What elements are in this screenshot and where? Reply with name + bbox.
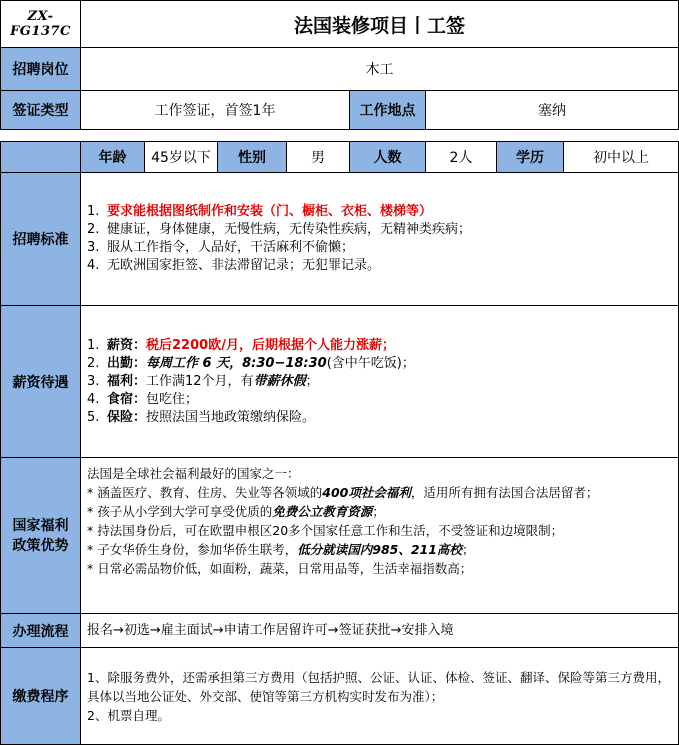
- salary-item: 2. 出勤： 每周工作 6 天，8:30−18:30 (含中午吃饭)；: [87, 355, 415, 371]
- education-value: 初中以上: [563, 141, 679, 173]
- welfare-item: * 持法国身份后，可在欧盟申根区20多个国家任意工作和生活，不受签证和边境限制；: [87, 523, 564, 538]
- project-code: ZX-FG137C: [0, 0, 81, 48]
- visa-type-value: 工作签证，首签1年: [80, 90, 350, 130]
- salary-item: 3. 福利： 工作满12个月，有 带薪休假 ；: [87, 373, 319, 389]
- salary-item: 1. 薪资： 税后2200欧/月，后期根据个人能力涨薪；: [87, 337, 395, 353]
- education-label: 学历: [496, 141, 564, 173]
- standard-item: 1. 要求能根据图纸制作和安装（门、橱柜、衣柜、楼梯等）: [87, 204, 433, 219]
- welfare-intro: 法国是全球社会福利最好的国家之一：: [87, 466, 300, 481]
- page-title: 法国装修项目丨工签: [80, 0, 679, 48]
- visa-type-label: 签证类型: [0, 90, 81, 130]
- process-label: 办理流程: [0, 613, 81, 648]
- welfare-item: * 子女华侨生身份，参加华侨生联考，低分就读国内985、211高校；: [87, 542, 475, 557]
- welfare-label: 国家福利政策优势: [0, 457, 81, 614]
- welfare-item: * 日常必需品物价低，如面粉，蔬菜，日常用品等，生活幸福指数高；: [87, 561, 473, 576]
- welfare-item: * 孩子从小学到大学可享受优质的免费公立教育资源；: [87, 504, 385, 519]
- age-value: 45岁以下: [144, 141, 218, 173]
- welfare-item: * 涵盖医疗、教育、住房、失业等各领域的400项社会福利，适用所有拥有法国合法居留者；: [87, 485, 599, 500]
- work-location-value: 塞纳: [425, 90, 679, 130]
- age-label: 年龄: [80, 141, 145, 173]
- fees-line: 1、除服务费外，还需承担第三方费用（包括护照、公证、认证、体检、签证、翻译、保险等第三方费用，具体以当地公证处、外交部、使馆等第三方机构实时发布为准）；: [87, 669, 670, 704]
- gender-value: 男: [286, 141, 350, 173]
- standard-item: 2. 健康证，身体健康，无慢性病，无传染性疾病，无精神类疾病；: [87, 222, 472, 237]
- standards-content: [80, 172, 679, 306]
- salary-label: 薪资待遇: [0, 305, 81, 458]
- process-value: 报名→初选→雇主面试→申请工作居留许可→签证获批→安排入境: [80, 613, 679, 648]
- fees-label: 缴费程序: [0, 647, 81, 745]
- salary-item: 5. 保险： 按照法国当地政策缴纳保险。: [87, 409, 316, 425]
- headcount-value: 2人: [425, 141, 497, 173]
- requirements-header-blank: [0, 141, 81, 173]
- standard-item: 4. 无欧洲国家拒签、非法滞留记录；无犯罪记录。: [87, 258, 381, 273]
- work-location-label: 工作地点: [349, 90, 426, 130]
- standards-label: 招聘标准: [0, 172, 81, 306]
- welfare-content: [80, 457, 679, 614]
- fees-content: [80, 647, 679, 745]
- salary-content: [80, 305, 679, 458]
- gender-label: 性别: [217, 141, 287, 173]
- salary-item: 4. 食宿： 包吃住；: [87, 391, 199, 407]
- position-value: 木工: [80, 47, 679, 91]
- section-gap: [0, 130, 679, 141]
- fees-line: 2、机票自理。: [87, 707, 170, 723]
- headcount-label: 人数: [349, 141, 426, 173]
- standard-item: 3. 服从工作指令，人品好，干活麻利不偷懒；: [87, 240, 355, 255]
- position-label: 招聘岗位: [0, 47, 81, 91]
